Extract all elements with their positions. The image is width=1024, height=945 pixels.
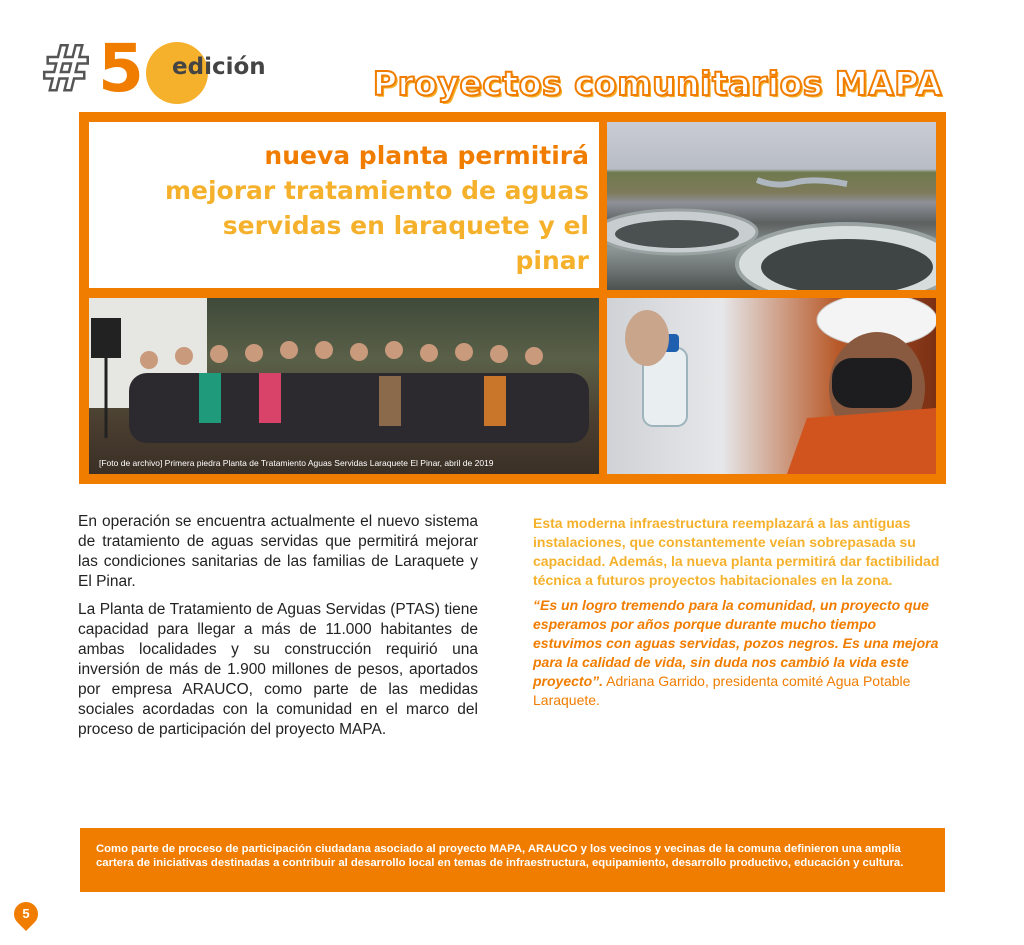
quote: “Es un logro tremendo para la comunidad, un proyecto que esperamos por años porque durante mucho tiempo estuvimos con aguas servidas, pozos negros. Es una mejora para la calidad de vida, sin duda nos cambió la vida este proyecto”.: [533, 597, 939, 689]
quote-attribution: Adriana Garrido, presidenta comité Agua Potable Laraquete.: [533, 673, 911, 708]
paragraph-2: La Planta de Tratamiento de Aguas Servidas (PTAS) tiene capacidad para llegar a más de 11.000 habitantes de ambas localidades y su construcción requirió una inversión de más de 1.900 millones de pesos, aportados por empresa ARAUCO, como parte de las medidas sociales acordadas con la comunidad en el marco del proceso de participación del proyecto MAPA.: [78, 601, 478, 738]
banner-text: Como parte de proceso de participación ciudadana asociado al proyecto MAPA, ARAUCO y los vecinos y vecinas de la comuna definieron una amplia cartera de iniciativas destinadas a contribuir al desarrollo local en temas de infraestructura, equipamiento, desarrollo productivo, educación y cultura.: [96, 843, 904, 869]
edition-label: edición: [172, 54, 266, 80]
worker-sample-photo: [607, 298, 936, 474]
paragraph-3: Esta moderna infraestructura reemplazará a las antiguas instalaciones, que constantemente veían sobrepasada su capacidad. Además, la nueva planta permitirá dar factibilidad técnica a futuros proyectos habitacionales en la zona.: [533, 515, 940, 588]
photo-caption: [Foto de archivo] Primera piedra Planta de Tratamiento Aguas Servidas Laraquete El Pinar, abril de 2019: [99, 458, 494, 468]
hero-frame: [79, 112, 946, 484]
body-right-column: [533, 514, 945, 710]
headline-line-4: pinar: [515, 246, 589, 275]
community-group-photo: [89, 298, 599, 474]
edition-number: 5: [98, 30, 144, 107]
edition-badge: [40, 30, 280, 107]
headline-box: [89, 122, 599, 288]
headline-line-1: nueva planta permitirá: [264, 141, 589, 170]
headline-line-2: mejorar tratamiento de aguas: [164, 176, 589, 205]
page-number: 5: [22, 906, 30, 921]
body-left-column: [78, 512, 478, 748]
group-illustration: [89, 298, 599, 474]
footer-banner: [80, 828, 945, 892]
paragraph-1: En operación se encuentra actualmente el nuevo sistema de tratamiento de aguas servidas que permitirá mejorar las condiciones sanitarias de las familias de Laraquete y El Pinar.: [78, 513, 478, 590]
section-title: Proyectos comunitarios MAPA: [372, 64, 942, 103]
plant-illustration: [607, 122, 936, 290]
hash-symbol: #: [40, 32, 92, 105]
headline-line-3: servidas en laraquete y el: [222, 211, 589, 240]
treatment-plant-photo: [607, 122, 936, 290]
worker-illustration: [607, 298, 936, 474]
